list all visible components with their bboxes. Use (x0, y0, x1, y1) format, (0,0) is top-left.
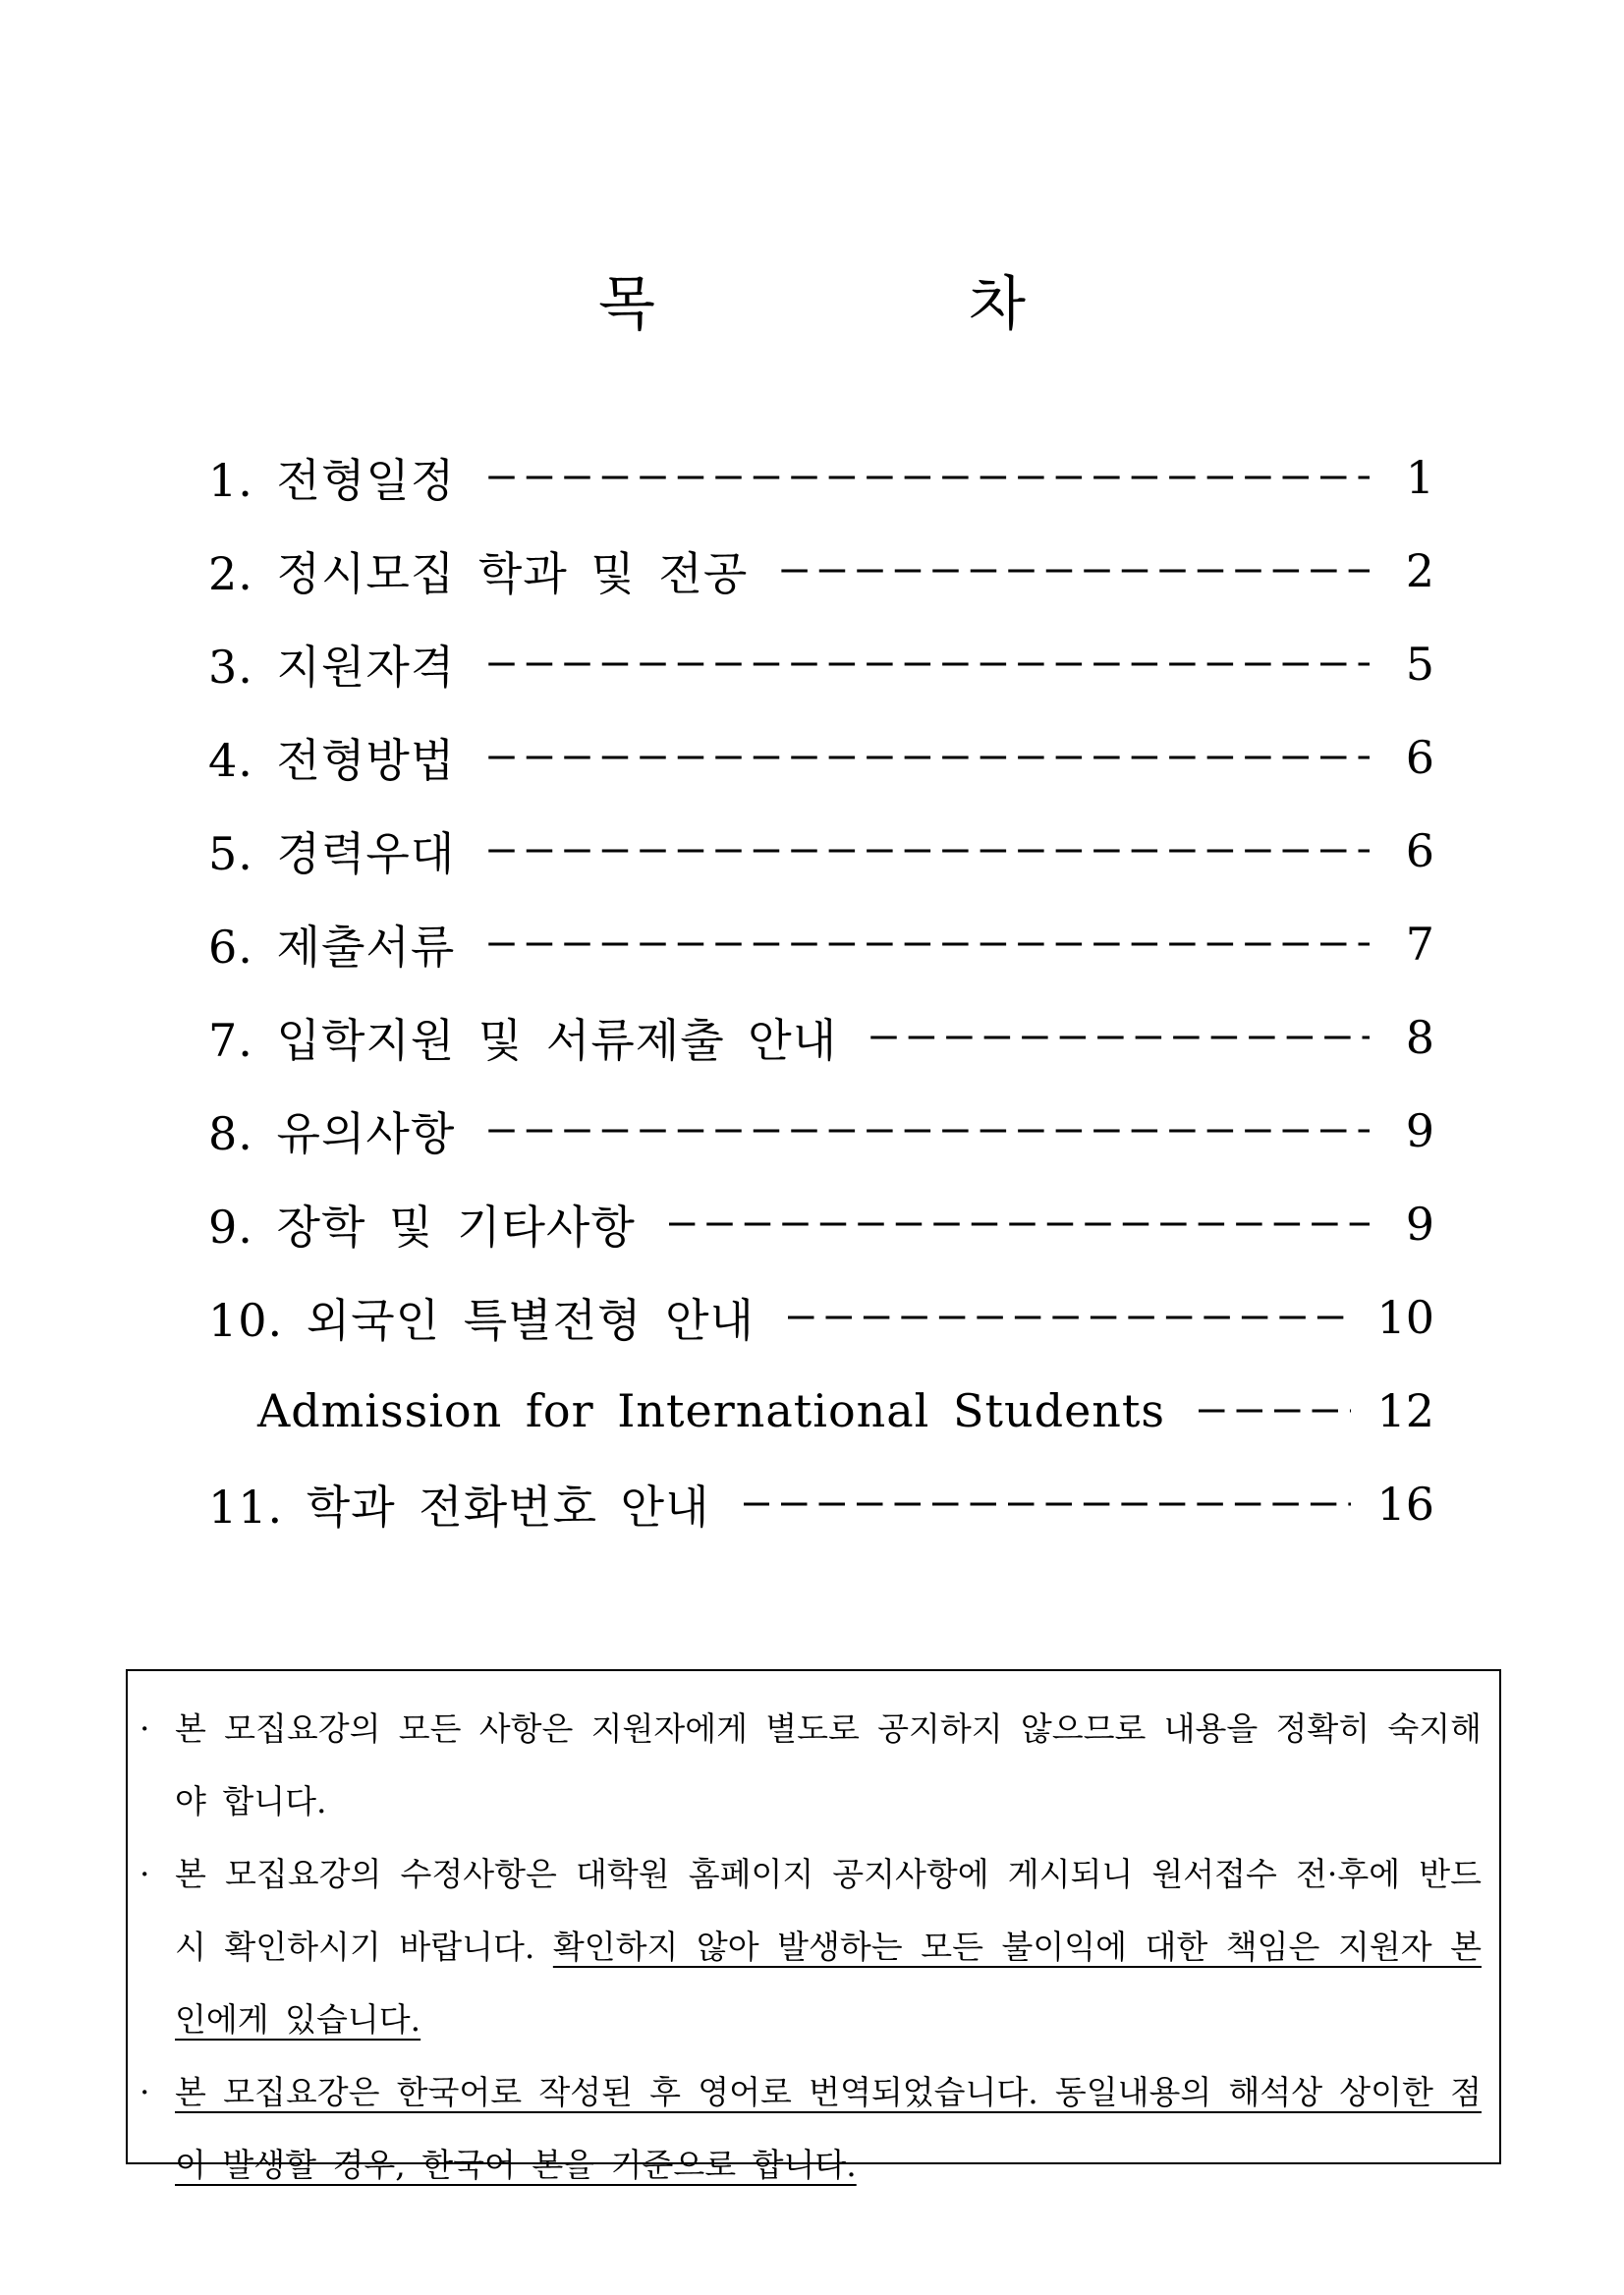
toc-entry-label: 9. 장학 및 기타사항 (208, 1200, 636, 1254)
toc-entry-page: 2 (1405, 543, 1434, 597)
toc-leader (781, 547, 1370, 590)
toc-entry-page: 1 (1405, 450, 1434, 504)
notice-text: 본 모집요강의 수정사항은 대학원 홈페이지 공지사항에 게시되니 원서접수 전·후에 반드시 확인하시기 바랍니다. (175, 1855, 1482, 1966)
toc-leader (488, 734, 1370, 777)
toc-entry-page: 5 (1405, 637, 1434, 691)
notice-text: 본 모집요강의 모든 사항은 지원자에게 별도로 공지하지 않으므로 내용을 정확히 숙지해야 합니다. (175, 1709, 1482, 1820)
toc-entry-page: 10 (1376, 1290, 1434, 1344)
toc-entry-3[interactable] (208, 617, 1434, 710)
toc-entry-7[interactable] (208, 990, 1434, 1084)
toc-entry-page: 6 (1405, 730, 1434, 784)
toc-entry-label: 11. 학과 전화번호 안내 (208, 1480, 710, 1534)
toc-entry-1[interactable] (208, 430, 1434, 524)
toc-leader (788, 1294, 1352, 1337)
bullet-mark: · (140, 1709, 150, 1748)
toc-entry-page: 8 (1405, 1010, 1434, 1064)
toc-entry-page: 16 (1376, 1477, 1434, 1531)
toc-entry-label: 10. 외국인 특별전형 안내 (208, 1293, 755, 1347)
toc-leader (870, 1014, 1370, 1057)
toc-leader (488, 921, 1370, 964)
toc-entry-page: 9 (1405, 1103, 1434, 1157)
toc-entry-label: 4. 전형방법 (208, 733, 456, 787)
notice-item-1 (140, 1693, 1482, 1838)
toc-leader (488, 1107, 1370, 1150)
toc-leader (488, 454, 1370, 497)
toc-entry-5[interactable] (208, 804, 1434, 897)
toc-entry-10-english[interactable] (208, 1364, 1434, 1457)
toc-leader (1199, 1387, 1351, 1430)
toc-entry-label: 6. 제출서류 (208, 920, 456, 974)
notice-text-underlined: 확인하지 않아 발생하는 모든 불이익에 대한 책임은 지원자 본인에게 있습니다. (175, 1928, 1482, 2039)
toc-entry-page: 7 (1405, 917, 1434, 971)
toc-entry-label: 8. 유의사항 (208, 1106, 456, 1160)
toc-entry-8[interactable] (208, 1084, 1434, 1177)
bullet-mark: · (140, 1855, 150, 1893)
toc-entry-9[interactable] (208, 1177, 1434, 1270)
toc-entry-label: 5. 경력우대 (208, 826, 456, 880)
toc-leader (744, 1481, 1352, 1524)
toc-leader (669, 1201, 1370, 1244)
toc-leader (488, 641, 1370, 684)
toc-entry-4[interactable] (208, 710, 1434, 804)
toc-entry-label: 1. 전형일정 (208, 453, 456, 507)
toc-entry-page: 9 (1405, 1197, 1434, 1251)
notice-text-underlined: 본 모집요강은 한국어로 작성된 후 영어로 번역되었습니다. 동일내용의 해석상 상이한 점이 발생할 경우, 한국어 본을 기준으로 합니다. (175, 2073, 1482, 2184)
toc-entry-10[interactable] (208, 1270, 1434, 1364)
notice-box (126, 1669, 1501, 2184)
notice-item-2 (140, 1838, 1482, 2056)
toc-entry-label: Admission for International Students (257, 1383, 1166, 1437)
toc-entry-label: 7. 입학지원 및 서류제출 안내 (208, 1013, 838, 1067)
toc-entry-11[interactable] (208, 1457, 1434, 1550)
toc-leader (488, 827, 1370, 870)
table-of-contents (208, 430, 1434, 1550)
toc-entry-page: 12 (1376, 1383, 1434, 1437)
toc-entry-page: 6 (1405, 823, 1434, 877)
toc-entry-6[interactable] (208, 897, 1434, 990)
toc-entry-label: 2. 정시모집 학과 및 전공 (208, 546, 749, 600)
bullet-mark: · (140, 2073, 150, 2111)
toc-entry-2[interactable] (208, 524, 1434, 617)
notice-item-3 (140, 2056, 1482, 2202)
toc-entry-label: 3. 지원자격 (208, 640, 456, 694)
page-title: 목 차 (598, 270, 1173, 339)
